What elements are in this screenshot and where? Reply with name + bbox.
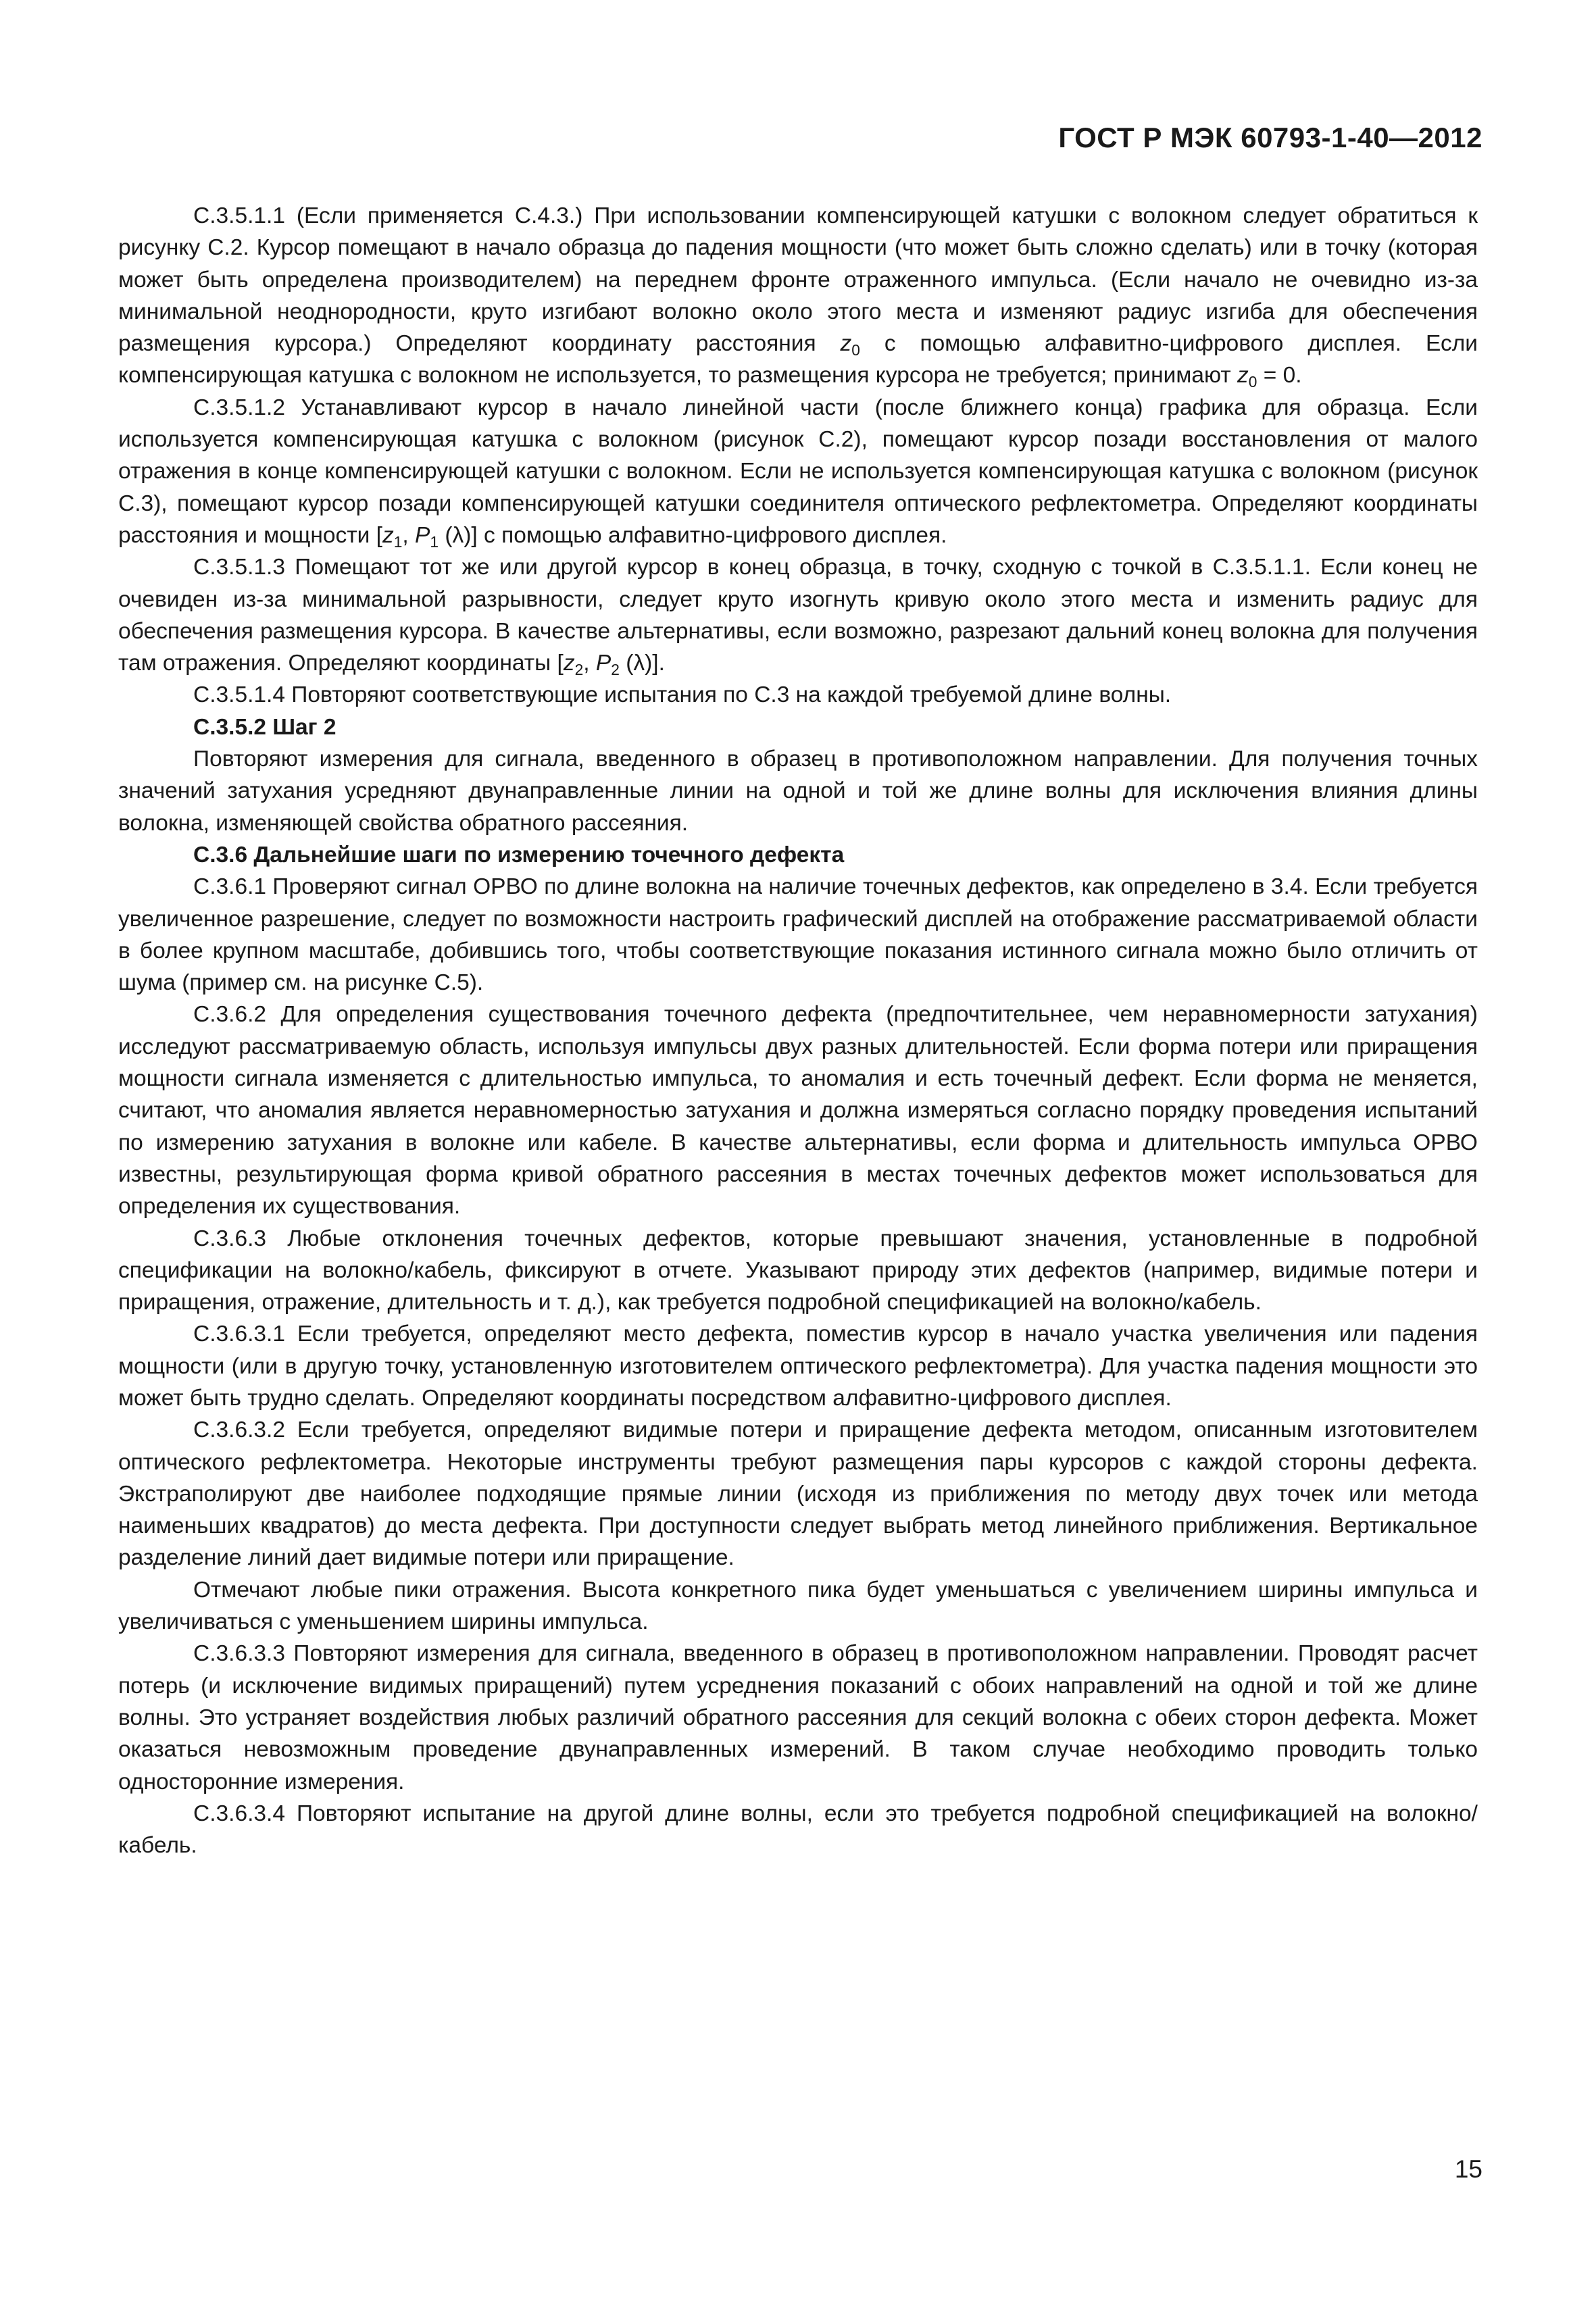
subscript-index: 0 [851, 341, 860, 359]
body-paragraph [118, 871, 1478, 999]
text-run: (λ)]. [619, 651, 665, 676]
math-variable: P [415, 522, 430, 548]
text-run: = 0. [1257, 363, 1302, 388]
text-run: С.3.6 Дальнейшие шаги по измерению точечного дефекта [193, 842, 845, 867]
body-paragraph [118, 200, 1478, 392]
math-variable: z [1237, 363, 1249, 388]
text-run: С.3.5.2 Шаг 2 [193, 714, 336, 740]
body-paragraph [118, 679, 1478, 711]
page-number: 15 [1454, 2155, 1482, 2183]
body-paragraph [118, 999, 1478, 1222]
text-run: Повторяют измерения для сигнала, введенного в образец в противоположном направлении. Для получения точных значений затухания усредняют двунаправленные линии на одной и той же длине волны для исключения влияния длины волокна, изменяющей свойства обратного рассеяния. [118, 747, 1478, 836]
math-variable: z [382, 522, 394, 548]
text-run: с помощью алфавитно-цифрового дисплея. Если компенсирующая катушка с волокном не используется, то размещения курсора не требуется; принимают [118, 331, 1478, 388]
body-paragraph [118, 743, 1478, 839]
body-paragraph [118, 1318, 1478, 1414]
document-body [118, 200, 1478, 1861]
text-run: С.3.6.3.2 Если требуется, определяют видимые потери и приращение дефекта методом, описанным изготовителем оптического рефлектометра. Некоторые инструменты требуют размещения пары курсоров с каждой стороны дефекта. Экстраполируют две наиболее подходящие прямые линии (исходя из приближения по методу двух точек или метода наименьших квадратов) до места дефекта. При доступности следует выбрать метод линейного приближения. Вертикальное разделение линий дает видимые потери или приращение. [118, 1417, 1478, 1571]
text-run: С.3.6.3.4 Повторяют испытание на другой длине волны, если это требуется подробной спецификацией на волокно/кабель. [118, 1801, 1478, 1859]
body-paragraph [118, 1223, 1478, 1319]
body-paragraph [118, 1638, 1478, 1797]
subscript-index: 2 [611, 660, 620, 678]
subscript-index: 1 [430, 532, 439, 551]
section-heading [118, 711, 1478, 743]
body-paragraph [118, 1574, 1478, 1638]
text-run: Отмечают любые пики отражения. Высота конкретного пика будет уменьшаться с увеличением ширины импульса и увеличиваться с уменьшением ширины импульса. [118, 1577, 1478, 1635]
text-run: С.3.6.3.1 Если требуется, определяют место дефекта, поместив курсор в начало участка увеличения или падения мощности (или в другую точку, установленную изготовителем оптического рефлектометра). Для участка падения мощности это может быть трудно сделать. Определяют координаты посредством алфавитно-цифрового дисплея. [118, 1322, 1478, 1411]
section-heading [118, 839, 1478, 871]
subscript-index: 0 [1248, 373, 1257, 391]
text-run: , [402, 522, 416, 548]
text-run: С.3.6.3 Любые отклонения точечных дефектов, которые превышают значения, установленные в подробной спецификации на волокно/кабель, фиксируют в отчете. Указывают природу этих дефектов (например, видимые потери и приращения, отражение, длительность и т. д.), как требуется подробной спецификацией на волокно/кабель. [118, 1226, 1478, 1315]
text-run: С.3.6.3.3 Повторяют измерения для сигнала, введенного в образец в противоположном направлении. Проводят расчет потерь (и исключение видимых приращений) путем усреднения показаний с обоих направлений на одной и той же длине волны. Это устраняет воздействия любых различий обратного рассеяния для секций волокна с обеих сторон дефекта. Может оказаться невозможным проведение двунаправленных измерений. В таком случае необходимо проводить только односторонние измерения. [118, 1641, 1478, 1794]
text-run: С.3.6.2 Для определения существования точечного дефекта (предпочтительнее, чем неравномерности затухания) исследуют рассматриваемую область, используя импульсы двух разных длительностей. Если форма потери или приращения мощности сигнала изменяется с длительностью импульса, то аномалия и есть точечный дефект. Если форма не меняется, считают, что аномалия является неравномерностью затухания и должна измеряться согласно порядку проведения испытаний по измерению затухания в волокне или кабеле. В качестве альтернативы, если форма и длительность импульса ОРВО известны, результирующая форма кривой обратного рассеяния в местах точечных дефектов может использоваться для определения их существования. [118, 1002, 1478, 1219]
text-run: С.3.5.1.1 (Если применяется С.4.3.) При использовании компенсирующей катушки с волокном следует обратиться к рисунку С.2. Курсор помещают в начало образца до падения мощности (что может быть сложно сделать) или в точку (которая может быть определена производителем) на переднем фронте отраженного импульса. (Если начало не очевидно из-за минимальной неоднородности, круто изгибают волокно около этого места и изменяют радиус изгиба для обеспечения размещения курсора.) Определяют координату расстояния [118, 203, 1478, 357]
body-paragraph [118, 1798, 1478, 1862]
text-run: (λ)] с помощью алфавитно-цифрового дисплея. [439, 522, 947, 548]
math-variable: z [563, 651, 575, 676]
math-variable: P [595, 651, 612, 676]
body-paragraph [118, 392, 1478, 551]
body-paragraph [118, 1414, 1478, 1574]
body-paragraph [118, 551, 1478, 679]
text-run: С.3.5.1.4 Повторяют соответствующие испытания по С.3 на каждой требуемой длине волны. [193, 682, 1172, 708]
text-run: С.3.5.1.3 Помещают тот же или другой курсор в конец образца, в точку, сходную с точкой в С.3.5.1.1. Если конец не очевиден из-за минимальной разрывности, следует круто изогнуть кривую около этого места и изменить радиус для обеспечения размещения курсора. В качестве альтернативы, если возможно, разрезают дальний конец волокна для получения там отражения. Определяют координаты [ [118, 555, 1478, 676]
document-header-standard-id: ГОСТ Р МЭК 60793-1-40—2012 [1058, 122, 1482, 153]
subscript-index: 1 [393, 532, 403, 551]
subscript-index: 2 [574, 660, 584, 678]
text-run: , [583, 651, 596, 676]
text-run: С.3.5.1.2 Устанавливают курсор в начало линейной части (после ближнего конца) графика для образца. Если используется компенсирующая катушка с волокном (рисунок С.2), помещают курсор позади восстановления от малого отражения в конце компенсирующей катушки с волокном. Если не используется компенсирующая катушка с волокном (рисунок С.3), помещают курсор позади компенсирующей катушки соединителя оптического рефлектометра. Определяют координаты расстояния и мощности [ [118, 395, 1478, 548]
text-run: С.3.6.1 Проверяют сигнал ОРВО по длине волокна на наличие точечных дефектов, как определено в 3.4. Если требуется увеличенное разрешение, следует по возможности настроить графический дисплей на отображение рассматриваемой области в более крупном масштабе, добившись того, чтобы соответствующие показания истинного сигнала можно было отличить от шума (пример см. на рисунке С.5). [118, 874, 1478, 996]
math-variable: z [840, 331, 852, 357]
